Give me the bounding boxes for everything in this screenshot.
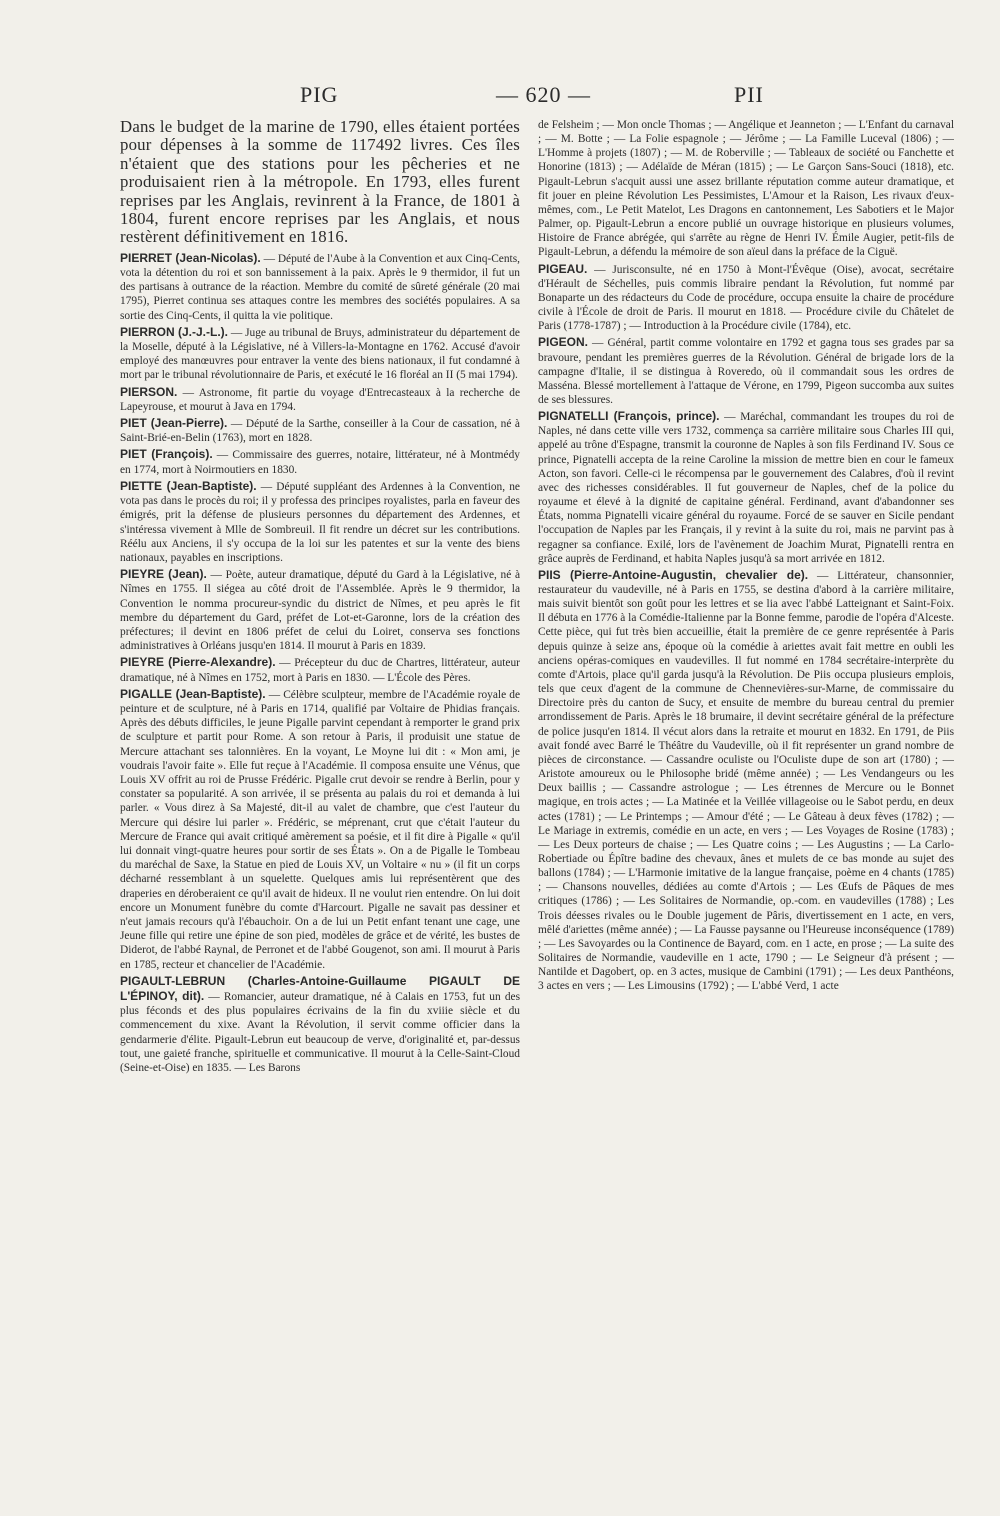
entry-headword: PIET (Jean-Pierre).: [120, 416, 228, 431]
left-column: [120, 118, 520, 1368]
entry-text: — Astronome, fit partie du voyage d'Entrecasteaux à la recherche de Lapeyrouse, et mourut à Java en 1794.: [120, 386, 520, 413]
entry-headword: PIERRET (Jean-Nicolas).: [120, 250, 261, 265]
entry-piis: [538, 568, 954, 994]
entry-headword: PIGNATELLI (François, prince).: [538, 409, 720, 424]
entry-headword: PIETTE (Jean-Baptiste).: [120, 478, 257, 493]
page-header: [0, 82, 1000, 112]
entry-text: — Jurisconsulte, né en 1750 à Mont-l'Évêque (Oise), avocat, secrétaire d'Hérault de Séchelles, puis commis libraire pendant la Révolution, fut nommé par Bonaparte un des rédacteurs du Code de procédure, occupa ensuite la chaire de procédure civile à l'École de droit de Paris. Il mourut en 1818. — Procédure civile du Châtelet de Paris (1778-1787) ; — Introduction à la Procédure civile (1784), etc.: [538, 263, 954, 333]
header-right-keyword: PII: [734, 82, 764, 107]
continued-entry-text: de Felsheim ; — Mon oncle Thomas ; — Angélique et Jeanneton ; — L'Enfant du carnaval ; — M. Botte ; — La Folie espagnole ; — Jérôme ; — La Famille Luceval (1806) ; — L'Homme à projets (1807) ; — M. de Roberville ; — Tableaux de société ou Fanchette et Honorine (1813) ; — Adélaïde de Méran (1815) ; — Le Garçon Sans-Souci (1818), etc. Pigault-Lebrun s'acquit aussi une assez brillante réputation comme auteur dramatique, et fit jouer en pleine Révolution Les Pessimistes, L'Amour et la Raison, Les rivaux d'eux-mêmes, com., Le Petit Matelot, Les Dragons en cantonnement, Les Sabotiers et le Major Palmer, op. Pigault-Lebrun a encore publié un ouvrage historique en plusieurs volumes, Histoire de France abrégée, qui s'arrête au règne de Henri IV. Émile Augier, petit-fils de Pigault-Lebrun, a défendu la mémoire de son aïeul dans la préface de la Ciguë.: [538, 119, 954, 259]
entry-headword: PIIS (Pierre-Antoine-Augustin, chevalier de).: [538, 567, 809, 582]
entry-pignatelli: [538, 409, 954, 566]
entry-headword: PIGEON.: [538, 335, 589, 350]
entry-headword: PIERSON.: [120, 384, 178, 399]
entry-text: — Précepteur du duc de Chartres, littérateur, auteur dramatique, né à Nîmes en 1752, mort à Paris en 1830. — L'École des Pères.: [120, 657, 520, 684]
entry-pieyre-jean: [120, 567, 520, 653]
entry-headword: PIGEAU.: [538, 261, 588, 276]
entry-headword: PIEYRE (Pierre-Alexandre).: [120, 655, 276, 670]
entry-headword: PIET (François).: [120, 447, 213, 462]
entry-text: — Député de l'Aube à la Convention et aux Cinq-Cents, vota la détention du roi et son bannissement à la paix. Après le 9 thermidor, il fut un des partisans à outrance de la réaction. Membre du comité de sûreté générale (20 mai 1795), Pierret continua ses attaques contre les membres des sociétés populaires. A sa sortie des Cinq-Cents, il quitta la vie politique.: [120, 252, 520, 322]
entry-pigalle: [120, 687, 520, 972]
intro-paragraph: Dans le budget de la marine de 1790, elles étaient portées pour dépenses à la somme de 117492 livres. Ces îles n'étaient que des stations pour les pêcheries et ne produisaient rien à la métropole. En 1793, elles furent reprises par les Anglais, revinrent à la France, de 1801 à 1804, furent encore reprises par les Anglais, et nous restèrent définitivement en 1816.: [120, 118, 520, 247]
entry-pierret: [120, 251, 520, 323]
entry-headword: PIGAULT-LEBRUN (Charles-Antoine-Guillaume PIGAULT DE L'ÉPINOY, dit).: [120, 973, 520, 1003]
entry-text: — Romancier, auteur dramatique, né à Calais en 1753, fut un des plus féconds et des plus populaires écrivains de la fin du xviiie siècle et du commencement du xixe. Avant la Révolution, il servit comme officier dans la gendarmerie d'élite. Pigault-Lebrun eut beaucoup de verve, d'originalité et, par-dessus tout, une gaieté franche, spirituelle et communicative. Il mourut à la Celle-Saint-Cloud (Seine-et-Oise) en 1835. — Les Barons: [120, 991, 520, 1075]
entry-piet-francois: [120, 447, 520, 476]
entry-pieyre-pierre-alexandre: [120, 655, 520, 684]
entry-text: — Juge au tribunal de Bruys, administrateur du département de la Moselle, député à la Législative, né à Villers-la-Montagne en 1762. Accusé d'avoir employé des manœuvres pour entraver la vente des biens nationaux, il fut condamné à mort par le tribunal révolutionnaire de Paris, et exécuté le 16 floréal an II (5 mai 1794).: [120, 326, 520, 382]
header-left-keyword: PIG: [300, 82, 339, 107]
entry-pierron: [120, 325, 520, 383]
entry-text: — Célèbre sculpteur, membre de l'Académie royale de peinture et de sculpture, né à Paris en 1714, qualifié par Voltaire de Phidias français. Après des débuts difficiles, le jeune Pigalle parvint cependant à remporter le grand prix de sculpture et partit pour Rome. A son retour à Paris, il produisit une statue de Mercure attachant ses talonnières. En la voyant, Le Moyne lui dit : « Mon ami, je voudrais l'avoir faite ». Elle fut reçue à l'Académie. Il composa ensuite une Vénus, que Louis XV offrit au roi de Prusse Frédéric. Pigalle crut devoir se rendre à Berlin, pour y constater sa popularité. A son arrivée, il se présenta au palais du roi et demanda à lui parler. « Vous direz à Sa Majesté, dit-il au valet de chambre, que c'est l'auteur du Mercure qui désire lui parler ». Frédéric, se méprenant, crut que c'était l'auteur du Mercure de France qui avait critiqué amèrement sa poésie, et il fit dire à Pigalle « qu'il lui donnait vingt-quatre heures pour sortir de ses États ». On a de Pigalle le Tombeau du maréchal de Saxe, la Statue en pied de Louis XV, un Voltaire « nu » (il fit un corps décharné ressemblant à un squelette. Quelques amis lui représentèrent que des draperies en déroberaient ce qu'il avait de hideux. Il ne voulut rien entendre. On lui doit encore un Monument funèbre du comte d'Harcourt. Pigalle ne savait pas dessiner et n'eut jamais recours qu'à l'ébauchoir. On a de lui un Petit enfant tenant une cage, une Jeune fille qui retire une épine de son pied, modèles de grâce et de vérité, les bustes de Diderot, de l'abbé Raynal, de Perronet et de l'abbé Gougenot, son ami. Il mourut à Paris en 1785, recteur et chancelier de l'Académie.: [120, 688, 520, 971]
entry-headword: PIEYRE (Jean).: [120, 567, 207, 582]
entry-pigault-lebrun: [120, 974, 520, 1075]
entry-text: — Littérateur, chansonnier, restaurateur du vaudeville, né à Paris en 1755, se destina d'abord à la carrière militaire, mais suivit bientôt son goût pour les lettres et se lia avec l'abbé Latteignant et Saint-Foix. Il débuta en 1776 à la Comédie-Italienne par la Bonne femme, parodie de l'opéra d'Alceste. Cette pièce, qui fut très bien accueillie, était la première de ce genre représentée à Paris depuis quinze à seize ans, époque où la comédie à ariettes avait fait mettre en oubli les anciens opéras-comiques en vaudevilles. Il fut nommé en 1784 secrétaire-interprète du comte d'Artois, place qu'il garda jusqu'à la Révolution. De Piis occupa plusieurs emplois, tels que ceux d'agent de la commune de Chennevières-sur-Marne, de commissaire du Directoire près du canton de Sucy, et ensuite de membre du bureau central du premier arrondissement de Paris. Après le 18 brumaire, il devint secrétaire général de la préfecture de police jusqu'en 1814. Il vécut alors dans la retraite et mourut en 1832. En 1791, de Piis avait fondé avec Barré le Théâtre du Vaudeville, où il fit représenter un grand nombre de pièces de circonstance. — Cassandre oculiste ou l'Oculiste dupe de son art (1780) ; — Aristote amoureux ou le Philosophe bridé (même année) ; — Les Vendangeurs ou les Deux baillis ; — Cassandre astrologue ; — Les étrennes de Mercure ou le Bonnet magique, en trois actes ; — La Matinée et la Veillée villageoise ou le Sabot perdu, en deux actes (1781) ; — Le Printemps ; — Amour d'été ; — Le Gâteau à deux fèves (1782) ; — Le Mariage in extremis, comédie en un acte, en vers ; — Les Voyages de Rosine (1783) ; — Les Deux porteurs de chaise ; — Les Quatre coins ; — Les Augustins ; — La Carlo-Robertiade ou Épître badine des chevaux, ânes et mulets de ce bas monde au sujet des ballons (1784) ; — L'Harmonie imitative de la langue française, poème en 4 chants (1785) ; — Chansons nouvelles, dédiées au comte d'Artois ; — Les Œufs de Pâques de mes critiques (1786) ; — Les Solitaires de Normandie, op.-com. en vaudevilles (1788) ; Les Trois déesses rivales ou le Double jugement de Pâris, divertissement en 1 acte, en vers, mêlé d'ariettes (même année) ; — La Fausse paysanne ou l'Heureuse inconséquence (1789) ; — Les Savoyardes ou la Continence de Bayard, com. en 1 acte, en prose ; — La suite des Solitaires de Normandie, vaudeville en 1 acte, 1790 ; — Le Seigneur d'à présent ; — Nantilde et Dagobert, op. en 3 actes, musique de Cambini (1791) ; — Les deux Panthéons, 3 actes en vers ; — Les Limousins (1792) ; — L'abbé Verd, 1 acte: [538, 569, 954, 993]
entry-piet-jean-pierre: [120, 416, 520, 445]
entry-piette: [120, 479, 520, 565]
entry-pigeon: [538, 335, 954, 407]
entry-text: — Député suppléant des Ardennes à la Convention, ne vota pas dans le procès du roi; il y professa des principes royalistes, parla en faveur des émigrés, prit la défense de plusieurs personnes du département des Ardennes, et s'intéressa vivement à Mlle de Sombreuil. Il fit rendre un décret sur les contributions. Réélu aux Anciens, il s'y occupa de la loi sur les patentes et sur la vente des biens nationaux, payables en inscriptions.: [120, 480, 520, 564]
entry-text: — Général, partit comme volontaire en 1792 et gagna tous ses grades par sa bravoure, pendant les premières guerres de la Révolution. Général de brigade lors de la campagne d'Italie, il se distingua à Roveredo, où il commandait sous les ordres de Masséna. Blessé mortellement à l'attaque de Vérone, en 1799, Pigeon succomba aux suites de ses blessures.: [538, 337, 954, 406]
entry-headword: PIGALLE (Jean-Baptiste).: [120, 686, 266, 701]
entry-text: — Député de la Sarthe, conseiller à la Cour de cassation, né à Saint-Brié-en-Belin (1763), mort en 1828.: [120, 418, 520, 445]
entry-pigeau: [538, 262, 954, 334]
entry-text: — Maréchal, commandant les troupes du roi de Naples, né dans cette ville vers 1732, commença sa carrière militaire sous Charles III qui, appelé au trône d'Espagne, transmit la couronne de Naples à son fils Ferdinand IV. Sous ce prince, Pignatelli accepta de la reine Caroline la mission de mettre bien en cour le fameux Acton, son favori. Celle-ci le récompensa par le gouvernement des Calabres, d'où il revint avec des richesses considérables. Il fut gouverneur de Naples, chef de la police du royaume et élevé à la dignité de capitaine général. Ferdinand, avant d'abandonner ses États, nomma Pignatelli vicaire général du royaume. Forcé de se sauver en Sicile pendant l'occupation de Naples par les Français, il y revint à la suite du roi, mais ne parvint pas à regagner sa confiance. Exilé, lors de l'avènement de Joachim Murat, Pignatelli rentra en grâce auprès de Ferdinand, et habita Naples jusqu'à sa mort arrivée en 1812.: [538, 411, 954, 565]
entry-pierson: [120, 385, 520, 414]
right-column: [538, 118, 954, 1368]
entry-text: — Poète, auteur dramatique, député du Gard à la Législative, né à Nîmes en 1755. Il siégea au côté droit de l'Assemblée. Après le 9 thermidor, la Convention le nomma procureur-syndic du district de Nîmes, et peu après le fit membre du département du Gard, préfet de Lot-et-Garonne, lors de la création des préfectures; il devint en 1806 préfet de celui du Loiret, conserva ses fonctions administratives à Orléans jusqu'en 1814. Il mourut à Paris en 1839.: [120, 569, 520, 653]
entry-headword: PIERRON (J.-J.-L.).: [120, 324, 229, 339]
entry-text: — Commissaire des guerres, notaire, littérateur, né à Montmédy en 1774, mort à Noirmoutiers en 1830.: [120, 449, 520, 476]
page-number: — 620 —: [496, 82, 591, 107]
